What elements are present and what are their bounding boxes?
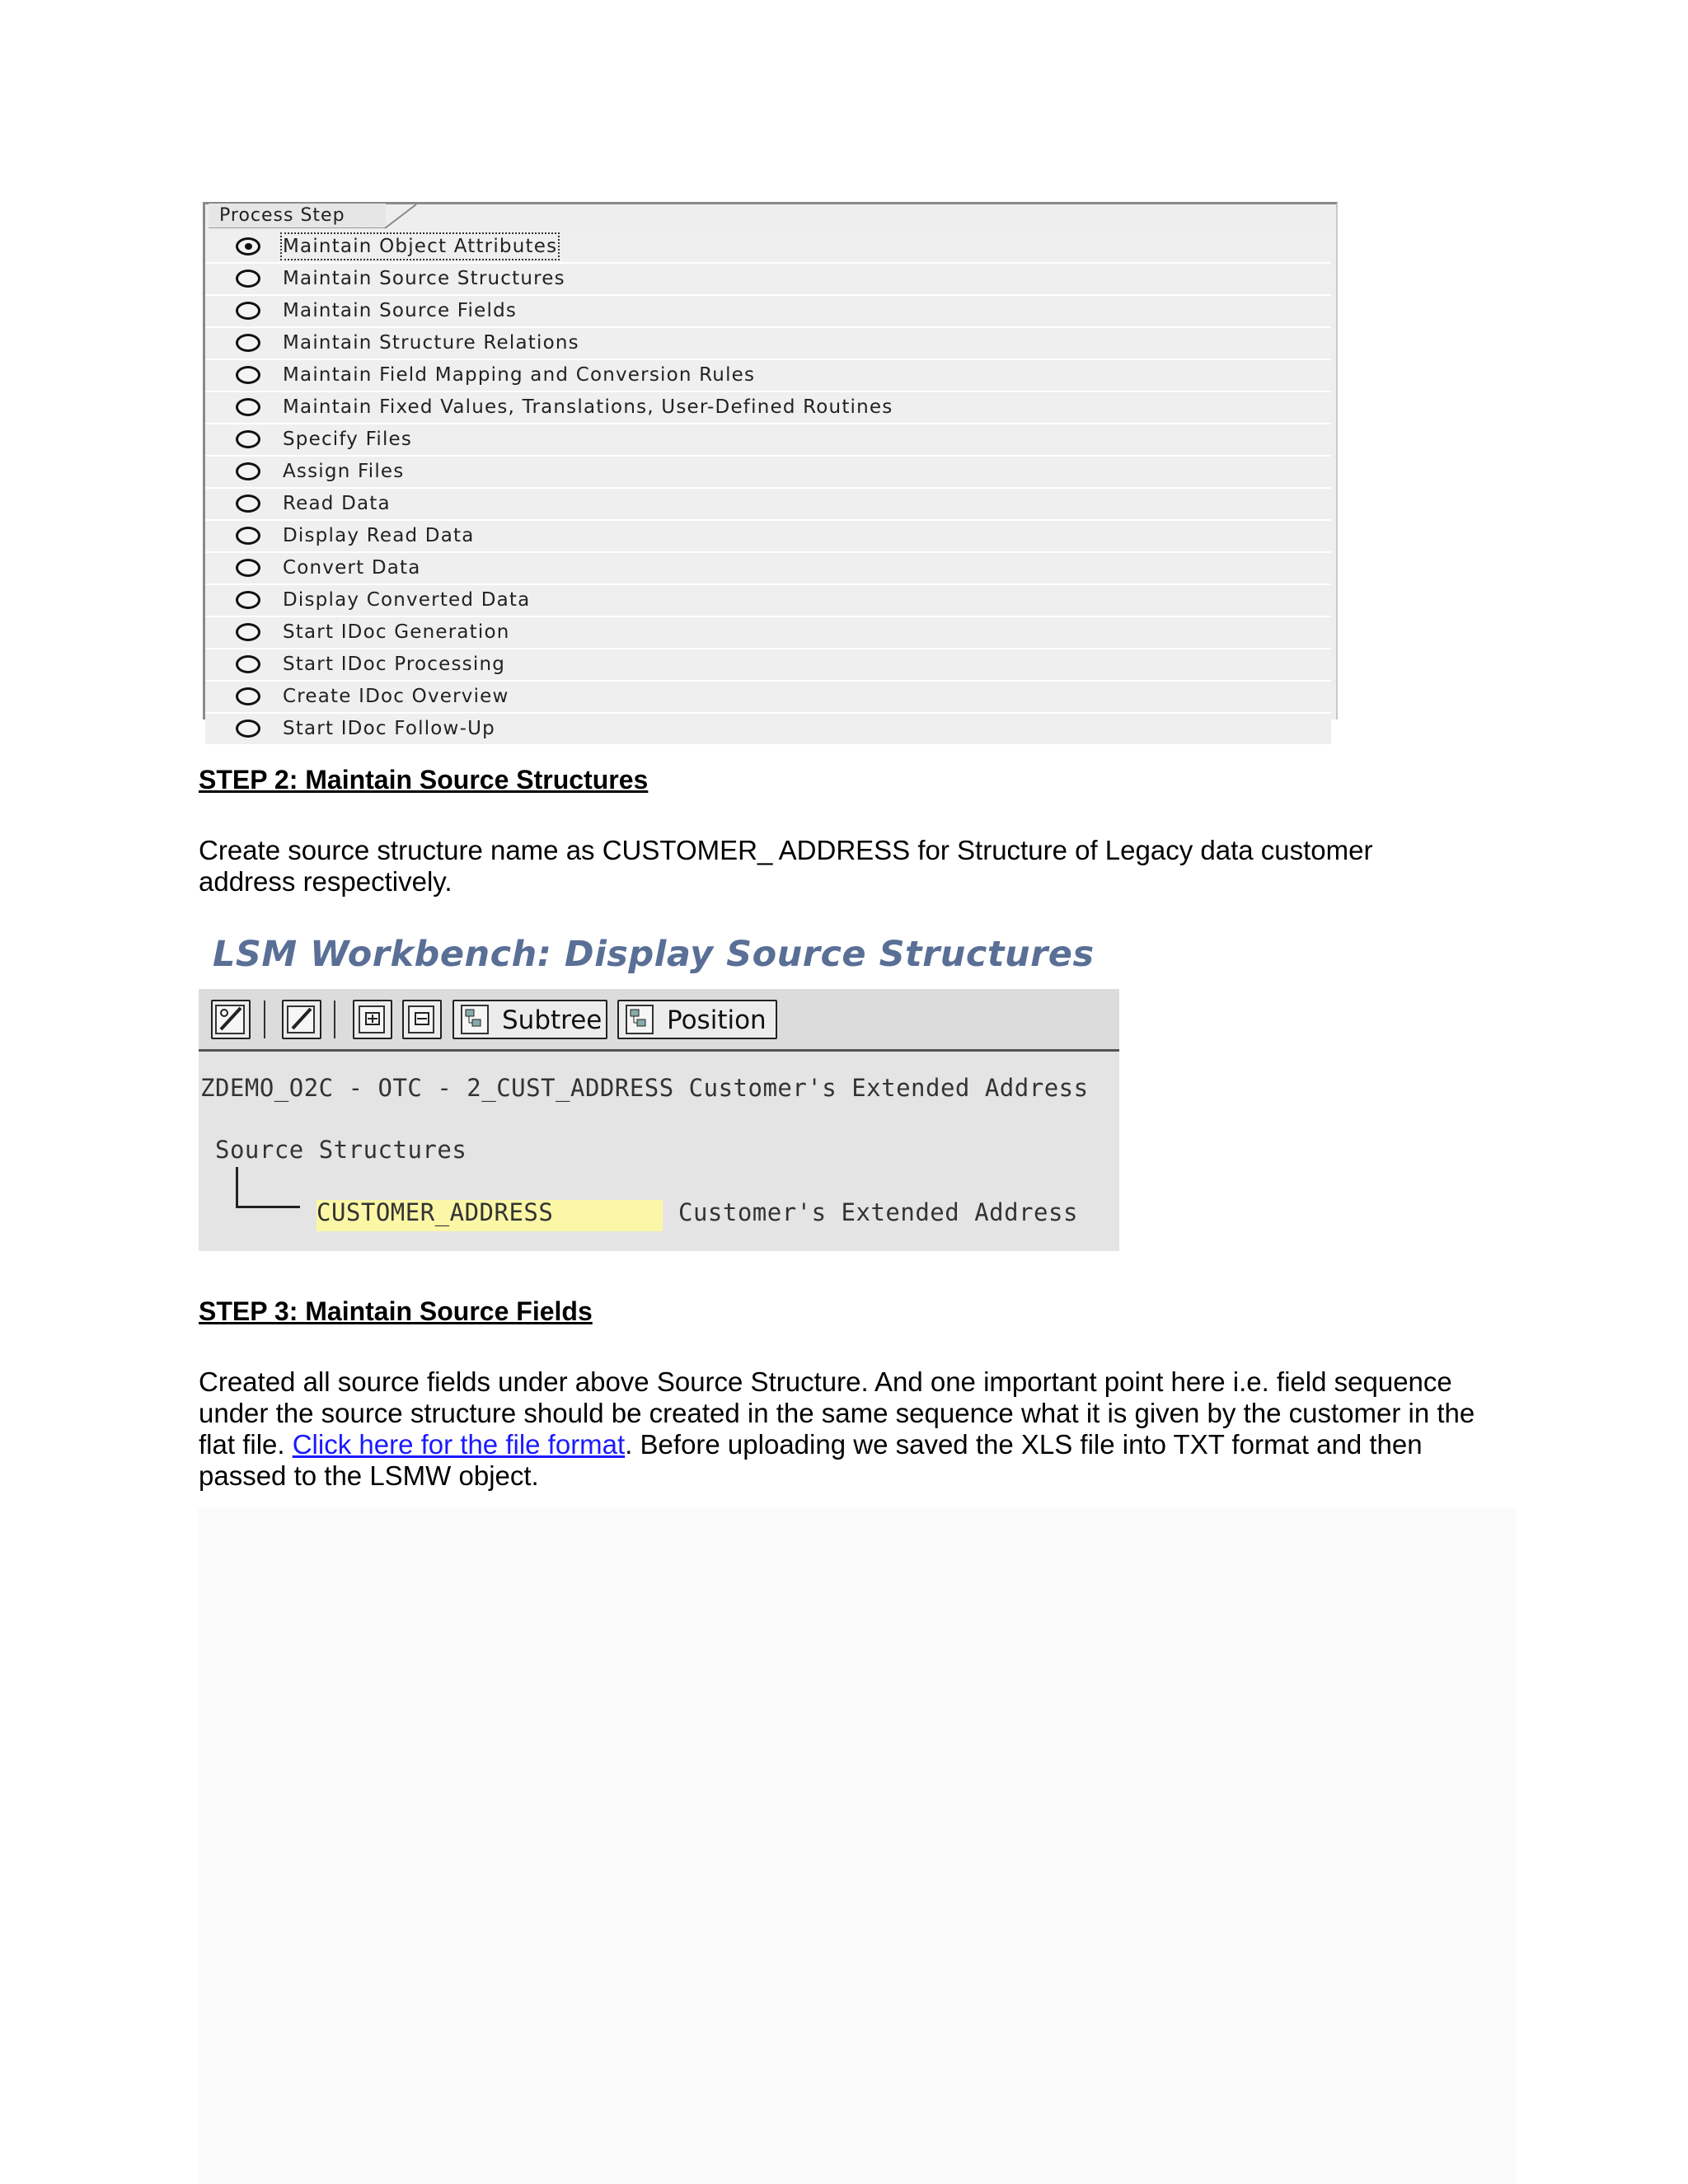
pencil-icon [284,1001,320,1038]
radio-button[interactable] [236,366,260,384]
source-structures-label: Source Structures [215,1136,467,1164]
radio-button[interactable] [236,687,260,705]
process-step-row[interactable] [205,714,1331,746]
expand-button[interactable] [353,1000,392,1039]
process-step-label: Maintain Structure Relations [283,332,579,354]
tab-slant-decoration [385,204,418,229]
process-step-label: Display Read Data [283,525,475,546]
radio-selected[interactable] [236,237,260,255]
subtree-icon [459,1003,492,1036]
process-step-label: Specify Files [283,429,413,450]
process-step-row[interactable] [205,585,1331,617]
process-step-row[interactable] [205,296,1331,328]
radio-button[interactable] [236,559,260,577]
process-step-row[interactable] [205,457,1331,489]
subtree-button[interactable] [452,1000,607,1039]
step3-heading: STEP 3: Maintain Source Fields [199,1296,593,1326]
process-step-row[interactable] [205,328,1331,360]
process-step-label: Maintain Object Attributes [283,236,558,257]
step3-text-after-link: . Before uploading we saved the XLS file into TXT format and then passed to the LSMW object. [199,1429,1423,1491]
lsm-title: LSM Workbench: Display Source Structures [213,934,1095,975]
process-step-tab[interactable]: Process Step [209,204,386,228]
process-step-label: Read Data [283,493,391,514]
position-label: Position [667,1005,767,1035]
process-step-row[interactable] [205,424,1331,457]
process-step-row[interactable] [205,521,1331,553]
process-step-label: Maintain Fixed Values, Translations, User-Defined Routines [283,396,893,418]
process-step-row[interactable] [205,232,1331,264]
process-step-list [205,232,1331,746]
radio-button[interactable] [236,655,260,673]
object-line: ZDEMO_O2C - OTC - 2_CUST_ADDRESS Customer's Extended Address [200,1074,1089,1102]
process-step-label: Start IDoc Processing [283,654,506,675]
process-step-label: Start IDoc Follow-Up [283,718,495,739]
tree-connector-horizontal [236,1206,300,1208]
structure-name[interactable]: CUSTOMER_ADDRESS [316,1198,554,1226]
step3-paragraph [199,1366,1501,1492]
radio-button[interactable] [236,430,260,448]
lsm-toolbar [199,989,1119,1052]
radio-button[interactable] [236,527,260,545]
collapse-button[interactable] [402,1000,442,1039]
structure-description: Customer's Extended Address [678,1198,1078,1226]
radio-button[interactable] [236,462,260,480]
process-step-row[interactable] [205,617,1331,649]
subtree-label: Subtree [502,1005,603,1035]
process-step-label: Maintain Source Fields [283,300,518,321]
process-step-row[interactable] [205,360,1331,392]
step2-paragraph: Create source structure name as CUSTOMER_ ADDRESS for Structure of Legacy data customer address respectively. [199,835,1373,897]
step2-heading: STEP 2: Maintain Source Structures [199,765,649,794]
glasses-pencil-icon [213,1001,249,1038]
process-step-label: Display Converted Data [283,589,531,611]
radio-button[interactable] [236,334,260,352]
radio-button[interactable] [236,719,260,738]
lsm-workbench-window [199,989,1119,1251]
edit-button[interactable] [282,1000,321,1039]
process-step-label: Maintain Source Structures [283,268,565,289]
process-step-row[interactable] [205,682,1331,714]
process-step-row[interactable] [205,489,1331,521]
position-button[interactable] [617,1000,777,1039]
process-step-panel [203,202,1338,739]
step3-text-before-link: Created all source fields under above Source Structure. And one important point here i.e. field sequence under the source structure should be created in the same sequence what it is given by the customer in the flat file. [199,1366,1475,1460]
process-step-label: Start IDoc Generation [283,621,510,643]
tree-connector-vertical [236,1167,238,1208]
position-icon [624,1003,657,1036]
process-step-row[interactable] [205,264,1331,296]
process-step-label: Create IDoc Overview [283,686,509,707]
process-step-label: Maintain Field Mapping and Conversion Rules [283,364,756,386]
radio-button[interactable] [236,623,260,641]
radio-button[interactable] [236,302,260,320]
radio-button[interactable] [236,494,260,513]
radio-button[interactable] [236,398,260,416]
process-step-label: Convert Data [283,557,421,579]
file-format-link[interactable]: Click here for the file format [292,1429,626,1460]
radio-button[interactable] [236,591,260,609]
process-step-row[interactable] [205,649,1331,682]
page-background [198,1508,1517,2184]
radio-button[interactable] [236,269,260,288]
expand-tree-icon [354,1001,391,1038]
collapse-tree-icon [404,1001,440,1038]
display-change-button[interactable] [211,1000,251,1039]
process-step-row[interactable] [205,392,1331,424]
process-step-row[interactable] [205,553,1331,585]
process-step-label: Assign Files [283,461,405,482]
